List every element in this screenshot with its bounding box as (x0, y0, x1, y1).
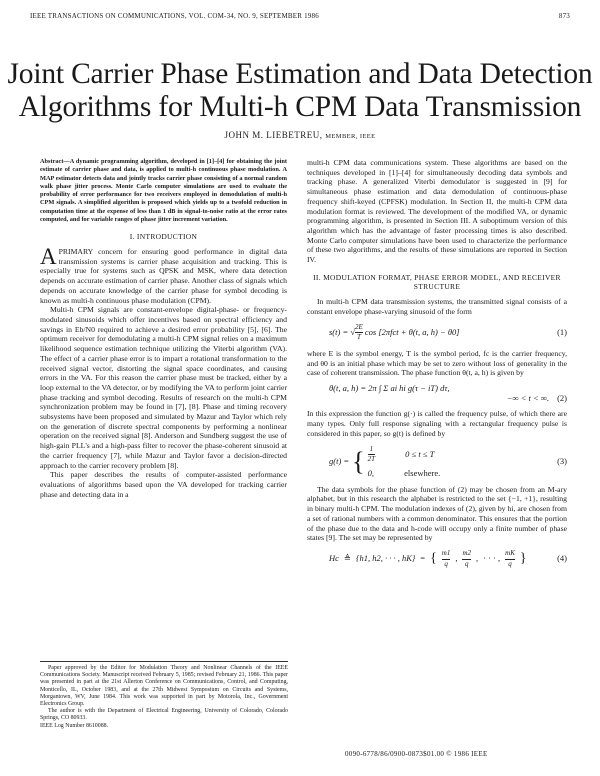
copyright-line: 0090-6778/86/0900-0873$01.00 © 1986 IEEE (345, 750, 488, 758)
eq1-frac-den: T (356, 333, 361, 342)
title-line-2: Algorithms for Multi-h CPM Data Transmission (18, 91, 582, 123)
section2-paragraph-1: In multi-h CPM data transmission systems, the transmitted signal consists of a constant envelope phase-varying sinusoid of the form (307, 297, 567, 316)
intro-paragraph-1-text: PRIMARY concern for ensuring good performance in digital data transmission systems is carrier phase acquisition and tracking. This is especially true for systems such as QPSK and MSK, where data detection depends on accurate estimation of carrier phase. Another class of signals which depends on accurate knowledge of the carrier phase for symbol decoding is known as multi-h continuous phase modulation (CPM). (40, 247, 287, 305)
section2-paragraph-2: where E is the symbol energy, T is the symbol period, fc is the carrier frequency, and θ0 is an initial phase which may be set to zero without loss of generality in the case of coherent transmission. The phase function θ(t, a, h) is given by (307, 348, 567, 378)
intro-paragraph-2: Multi-h CPM signals are constant-envelope digital-phase- or frequency-modulated sinusoids which offer incentives based on spectral efficiency and savings in Eb/N0 required to achieve a desired error probability [5], [6]. The optimum receiver for demodulating a multi-h CPM signal relies on a maximum likelihood sequence estimation technique utilizing the Viterbi algorithm (VA). The effect of a carrier phase error is to impart a rotational transformation to the received signal vector, distorting the signal space coordinates, and causing errors in the VA. For this reason the carrier phase must be tracked, either by a loop external to the VA detector, or by modifying the VA to perform joint carrier phase tracking and symbol decoding. Results of research on the multi-h CPM synchronization problem may be found in [7], [8]. Phase and timing recovery subsystems have been proposed and simulated by Mazur and Taylor which rely on the generation of discrete spectral components by performing a nonlinear operation on the received signal [8]. Anderson and Sundberg suggest the use of high-gain PLL's and a high-pass filter to recover the phase-coherent sinusoid at the carrier frequency [7], while Mazur and Taylor favor a decision-directed approach to the carrier recovery problem [8]. (40, 305, 287, 470)
eq3-case1-fraction (368, 445, 375, 465)
intro-paragraph-1 (40, 244, 287, 305)
eq4-frac-1-den: q (444, 559, 448, 568)
section-heading-introduction: I. INTRODUCTION (129, 232, 198, 242)
right-paragraph-1: multi-h CPM data communications system. These algorithms are based on the techniques developed in [1]–[4] for simultaneously decoding data symbols and tracking phase. A generalized Viterbi demodulator is suggested in [9] for simultaneous phase estimation and data demodulation of continuous-phase frequency shift-keyed (CPFSK) modulation. In Section II, the multi-h CPM data modulation format is reviewed. The development of the modified VA, or dynamic programming algorithm, is presented in Section III. A suboptimum version of this algorithm which has the advantage of faster processing times is also described. Monte Carlo computer simulations have been used to characterize the performance of these two algorithms, and the results of these simulations are reported in Section IV. (307, 158, 567, 265)
equation-2 (329, 384, 567, 403)
abstract: Abstract—A dynamic programming algorithm, developed in [1]–[4] for obtaining the joint estimate of carrier phase and data, is applied to multi-h continuous phase modulation. A MAP estimator detects data and jointly tracks carrier phase consisting of a normal random walk phase jitter process. Monte Carlo computer simulations are used to evaluate the probability of error performance for two receivers employed in demodulation of multi-h CPM signals. A simplified algorithm is proposed which yields up to a twofold reduction in computation time at the expense of less than 1 dB in signal-to-noise ratio at the error rates computed, and for variable ranges of phase jitter increment variation. (40, 158, 287, 224)
footnote (40, 661, 288, 730)
eq1-rhs: cos [2πfct + θ(t, a, h) − θ0] (364, 326, 460, 337)
eq4-frac-2-num: m2 (462, 548, 472, 557)
journal-header: IEEE TRANSACTIONS ON COMMUNICATIONS, VOL. COM-34, NO. 9, SEPTEMBER 1986 (30, 12, 319, 20)
eq4-frac-3-num: mK (505, 548, 515, 557)
eq4-frac-3 (505, 549, 515, 569)
eq3-case2-value: 0, (367, 467, 374, 478)
page-number: 873 (558, 12, 570, 20)
eq4-set: {h1, h2, · · · , hK} (356, 553, 416, 564)
eq1-frac-num: 2E (355, 322, 363, 331)
section-heading-modulation: II. MODULATION FORMAT, PHASE ERROR MODEL, AND RECEIVER STRUCTURE (313, 272, 561, 292)
eq4-lhs: Hc (329, 553, 339, 564)
left-column (40, 158, 287, 499)
paper-title (0, 58, 600, 124)
equation-4: Hc ≜ {h1, h2, · · · , hK} = { $\frac{m1}{q}$ , $\frac{m2}{q}$ , · · · , $\frac{mK}{q}$ } (4) (329, 548, 567, 568)
eq3-case2-condition: elsewhere. (404, 467, 441, 478)
footnote-paragraph-1: Paper approved by the Editor for Modulation Theory and Nonlinear Channels of the IEEE Communications Society. Manuscript received February 5, 1985; revised February 21, 1986. This paper was presented in part at the 21st Allerton Conference on Communications, Control, and Computing, Monticello, IL, October 1983, and at the 27th Midwest Symposium on Circuits and Systems, Morgantown, WV, June 1984. This work was supported in part by Motorola, Inc., Government Electronics Group. (40, 665, 288, 708)
section2-paragraph-3: In this expression the function g(·) is called the frequency pulse, of which there are many types. Only full response signaling with a rectangular frequency pulse is considered in this paper, so g(t) is defined by (307, 409, 567, 438)
eq3-lhs: g(t) = (329, 455, 350, 466)
right-column (307, 158, 567, 575)
footnote-paragraph-2: The author is with the Department of Electrical Engineering, University of Colorado, Colorado Springs, CO 80933. (40, 708, 288, 722)
eq2-body: θ(t, a, h) = 2π ∫ Σ ai hi g(τ − iT) dτ, (329, 383, 450, 394)
author-name: JOHN M. LIEBETREU, (224, 130, 323, 140)
eq1-lhs: s(t) = (329, 326, 349, 337)
running-header (30, 12, 570, 20)
eq3-number: (3) (557, 455, 567, 466)
eq4-frac-3-den: q (508, 559, 512, 568)
drop-cap: A (40, 244, 57, 270)
title-line-1: Joint Carrier Phase Estimation and Data Detection (7, 58, 593, 90)
intro-paragraph-3: This paper describes the results of computer-assisted performance evaluations of algorithms based upon the VA developed for tracking carrier phase and detecting data in a (40, 470, 287, 499)
eq2-number: (2) (557, 392, 567, 403)
section2-paragraph-4: The data symbols for the phase function of (2) may be chosen from an M-ary alphabet, but in this research the alphabet is restricted to the set {−1, +1}, resulting in binary multi-h CPM. The modulation indexes of (2), given by hi, are chosen from a set of rational numbers with a common denominator. This ensures that the portion of the phase due to the data and h-code will occupy only a finite number of phase states [9]. The set may be represented by (307, 484, 567, 543)
eq1-number: (1) (557, 326, 567, 337)
eq2-range: −∞ < t < ∞. (506, 392, 550, 403)
eq4-frac-1-num: m1 (441, 548, 451, 557)
equation-1: s(t) = √ $\frac{2E}{T}$ cos [2πfct + θ(t, a, h) − θ0] (1) (329, 322, 567, 342)
eq4-frac-2 (462, 549, 471, 569)
eq3-case1-den: 2T (367, 455, 376, 464)
eq3-case1-condition: 0 ≤ t ≤ T (405, 448, 435, 459)
eq4-number: (4) (557, 553, 567, 564)
eq3-case1-num: 1 (369, 444, 374, 453)
author-line (0, 130, 600, 140)
eq4-frac-1 (442, 549, 451, 569)
footnote-paragraph-3: IEEE Log Number 8610088. (40, 722, 109, 729)
author-membership: MEMBER, IEEE (325, 133, 376, 140)
equation-3: g(t) = { $\frac{1}{2T}$ 0 ≤ t ≤ T 0, elsewhere. (3) (329, 444, 567, 478)
eq4-frac-2-den: q (465, 559, 469, 568)
eq1-fraction (355, 323, 363, 343)
